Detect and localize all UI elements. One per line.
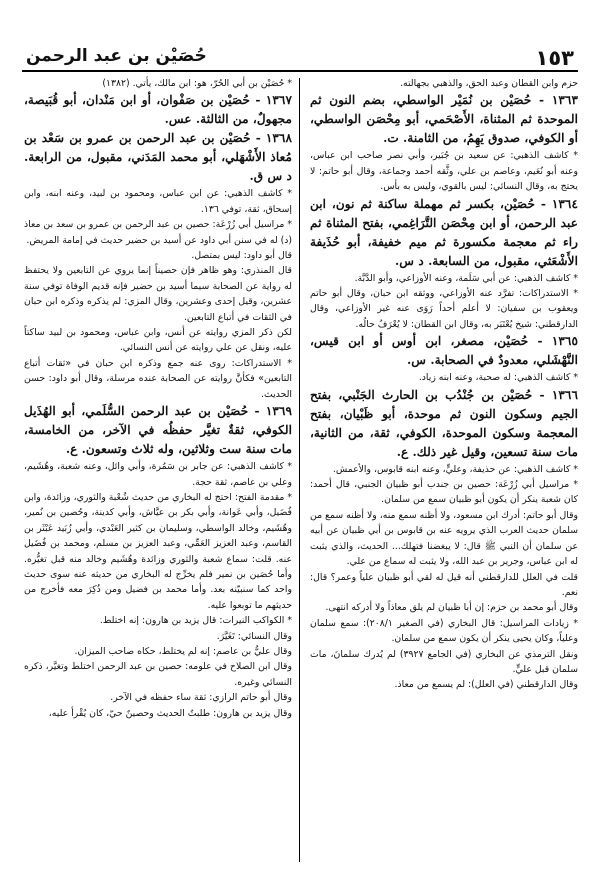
paragraph: وقال أبو حاتم الرازي: ثقة ساء حفظه في الآخر. (110, 692, 292, 704)
paragraph: وقال يزيد بن هارون: طلبتُ الحديث وحصينٌ حيّ، كان يُقْرأ عليه، (48, 707, 292, 719)
paragraph: * مقدمة الفتح: احتج له البخاري من حديث شُعْبة والثوري، وزائدة، وابن فُضَيل، وأبي عَوانة، وأبي بكر بن عيَّاش، وأبي كدينة، وحُصين بن نُمير، وهُشَيم، وخالد الواسطي، وسليمان بن كثير العَبْدي، وأبي زُبَيد عَبْثَر بن القاسم، وعبد العزيز العَمِّي، وعبد العزيز بن مسلم، ومحمد بن فُضَيل عنه. قلت: سماع شعبة والثوري وزائدة وهُشَيم وخالد منه قبل تغيُّره. وأما حُصَين بن نمير فلم يخرِّج له البخاري من حديثه عنه سوى حديث واحد كما سنبيّنه بعد. وأما محمد بن فضيل ومن ذُكِرَ معه فأخرج من حديثهم ما توبعوا عليه. (24, 491, 292, 611)
page-header (22, 46, 578, 72)
paragraph: وقال ابن الصلاح في علومه: حصين بن عبد الرحمن اختلط وتغيَّر، ذكره النسائي وغيره. (24, 661, 292, 688)
paragraph: * مراسيل أبي زُرْعَة: حصين بن عبد الرحمن بن عمرو بن سعد بن معاذ (د) له في سنن أبي داود عن أسيد بن حضير حديث في إمامة المريض. (24, 219, 292, 246)
paragraph: * الاستدراكات: تفرَّد عنه الأوزاعي، ووثقه ابن حبان، وقال أبو حاتم ويعقوب بن سفيان: لا أعلم أحداً رَوَى عنه غير الأوزاعي، وقال الدارقطني: شيخ يُعْتَبَر به، وقال ابن القطان: لا يُعْرَفُ حالُه. (310, 288, 578, 330)
paragraph: وقال عليُّ بن عاصم: إنه لم يختلط، حكاه صاحب الميزان. (74, 645, 292, 657)
paragraph: * كاشف الذهبي: له صحبة، وعنه ابنه زياد. (418, 372, 578, 384)
paragraph: * كاشف الذهبي: عن جابر بن سَمُرة، وأبي وائل، وعنه شعبة، وهُشَيم، وعلي بن عاصم، ثقة حجة. (24, 461, 292, 488)
paragraph: لكن ذكر المزي روايته عن أنس، وابن عباس، ومحمود بن لبيد ساكتاً عليه، ونقل عن علي روايته عن أنس النسائي. (24, 327, 292, 354)
entry-title: ١٣٦٣ - حُصَيْن بن نُمَيْر الواسطي، بضم النون ثم الموحدة ثم المثناة، الأَصْحَمي، أبو مِحْصَن الواسطي، أو الكوفي، صدوق يَهِمُ، من الثامنة. ت. (310, 93, 578, 146)
page-number: ١٥٣ (535, 46, 574, 70)
paragraph: * كاشف الذهبي: عن ابن عباس، ومحمود بن لبيد، وعنه ابنه، وابن إسحاق، ثقة، توفي ١٣٦. (24, 188, 292, 215)
paragraph: وقال أبو حاتم: أدرك ابن مسعود، ولا أظنه سمع منه، ولا أظنه سمع من سلمان حديث العرب الذي يرويه عنه بن قابوس بن أبي ظبيان عن أبيه عن سلمان أن النبي ﷺ قال: لا يبغضنا فتهلك... الحديث، والذي يثبت له ابن عباس، وجرير بن عبد الله، ولا يثبت له سماع من علي. (310, 509, 578, 568)
paragraph: قلت في العلل للدارقطني أنه قيل له لقي أبو ظبيان علياً وعمر؟ قال: نعم. (310, 571, 578, 598)
paragraph: * الكواكب النيرات: قال يزيد بن هارون: إنه اختلط. (99, 615, 292, 627)
paragraph: * كاشف الذهبي: عن حذيفة، وعليٍّ، وعنه ابنه قابوس، والأعمش. (332, 463, 578, 475)
paragraph: * زيادات المراسيل: قال البخاري (في الصغير ٢٠٨/١): سمع سلمان وعلياً، وكان يحيى ينكر أن يكون سمع من سلمان. (310, 617, 578, 645)
paragraph: قال أبو داود: ليس بمتصل. (191, 250, 292, 262)
column-divider (299, 78, 300, 862)
entry-title: ١٣٦٦ - حُصَيْن بن جُنْدُب بن الحارث الجَنْبي، بفتح الجيم وسكون النون ثم موحدة، أبو ظَبْيان، بفتح المعجمة وسكون الموحدة، الكوفي، ثقة، من الثانية، مات سنة تسعين، وقيل غير ذلك. ع. (310, 387, 578, 459)
paragraph: وقال النسائي: تَغَيَّرَ. (216, 630, 292, 642)
paragraph: * كاشف الذهبي: عن أبي سَلَمة، وعنه الأوزاعي، وأبو الدَّبَّة. (354, 272, 578, 284)
entry-title: ١٣٦٤ - حُصَيْن، بكسر ثم مهملة ساكنة ثم نون، ابن عبد الرحمن، أو ابن مِحْصَن التَّرَاغِمي، بفتح المثناة ثم راء ثم معجمة مكسورة ثم ميم خفيفة، أبو حُذَيفة الأَشْعَثي، مقبول، من السابعة. د س. (310, 196, 578, 268)
paragraph: * الاستدراكات: روى عنه جمع وذكره ابن حبان في «ثقات أتباع التابعين» فكأنَّ روايته عن الصحابة عنده مرسلة، وقال أبو داود: حسن الحديث. (24, 357, 292, 400)
header-rule (22, 70, 578, 72)
entry-title: ١٣٦٧ - حُصَيْن بن صَفْوان، أو ابن مَنْدان، أبو قُبَيصة، مجهولٌ، من الثالثة. عس. (24, 93, 292, 127)
paragraph: * حُصَيْن بن أبي الحُرّ، هو: ابن مالك، يأتي. (١٣٨٢) (102, 78, 292, 89)
paragraph: وقال أبو محمد بن حزم: إن أبا ظبيان لم يلق معاذاً ولا أدركه انتهى. (325, 602, 578, 614)
entry-title: ١٣٦٩ - حُصَيْن بن عبد الرحمن السُّلَمي، أبو الهُذَيل الكوفي، ثقةٌ تغيَّر حفظُه في الآخر، من الخامسة، مات سنة ست وثلاثين، وله ثلاث وتسعون. ع. (24, 404, 292, 457)
paragraph: ونقل الترمذي عن البخاري (في الجامع ٣٩٢٧) لم يُدرك سلمانَ، مات سلمان قبل عليٍّ. (310, 648, 578, 675)
paragraph: حزم وابن القطان وعبد الحق، والذهبي بجهالته. (400, 78, 578, 89)
paragraph: * مراسيل أبي زُرْعَة: حصين بن جندب أبو ظبيان الجنبي، قال أحمد: كان شعبة ينكر أن يكون أبو ظبيان سمع من سلمان. (310, 479, 578, 506)
entry-title: ١٣٦٥ - حُصَيْن، مصغر، ابن أوس أو ابن قيس، النَّهْشَلي، معدودٌ في الصحابة. س. (310, 334, 578, 368)
paragraph: وقال الدارقطني (في العلل): لم يسمع من معاذ. (394, 679, 578, 691)
paragraph: * كاشف الذهبي: عن سعيد بن جُبَير، وأبي نصر صاحب ابن عباس، وعنه أبو نُعَيم، وعاصم بن علي، وثَّقه أحمد وجماعة، وقال أبو حاتم: لا يحتج به، وقال النسائي: ليس بالقوي، وليس به بأس. (310, 150, 578, 193)
running-title: حُصَيْن بن عبد الرحمن (26, 46, 207, 66)
entry-title: ١٣٦٨ - حُصَيْن بن عبد الرحمن بن عمرو بن سَعْد بن مُعاذ الأَشْهَلي، أبو محمد المَدَني، مقبول، من الرابعة. د س ق. (24, 131, 292, 184)
right-column (310, 76, 578, 866)
paragraph: قال المنذري: وهو ظاهر فإن حصيناً إنما يروي عن التابعين ولا يحتفظ له رواية عن الصحابة سيما أسيد بن حضير فإنه قديم الوفاة توفي سنة عشرين، وقيل إحدى وعشرين، وقال المزي: لم يذكره وذكره ابن حبان في الثقات في أتباع التابعين. (24, 265, 292, 323)
left-column (24, 76, 292, 866)
